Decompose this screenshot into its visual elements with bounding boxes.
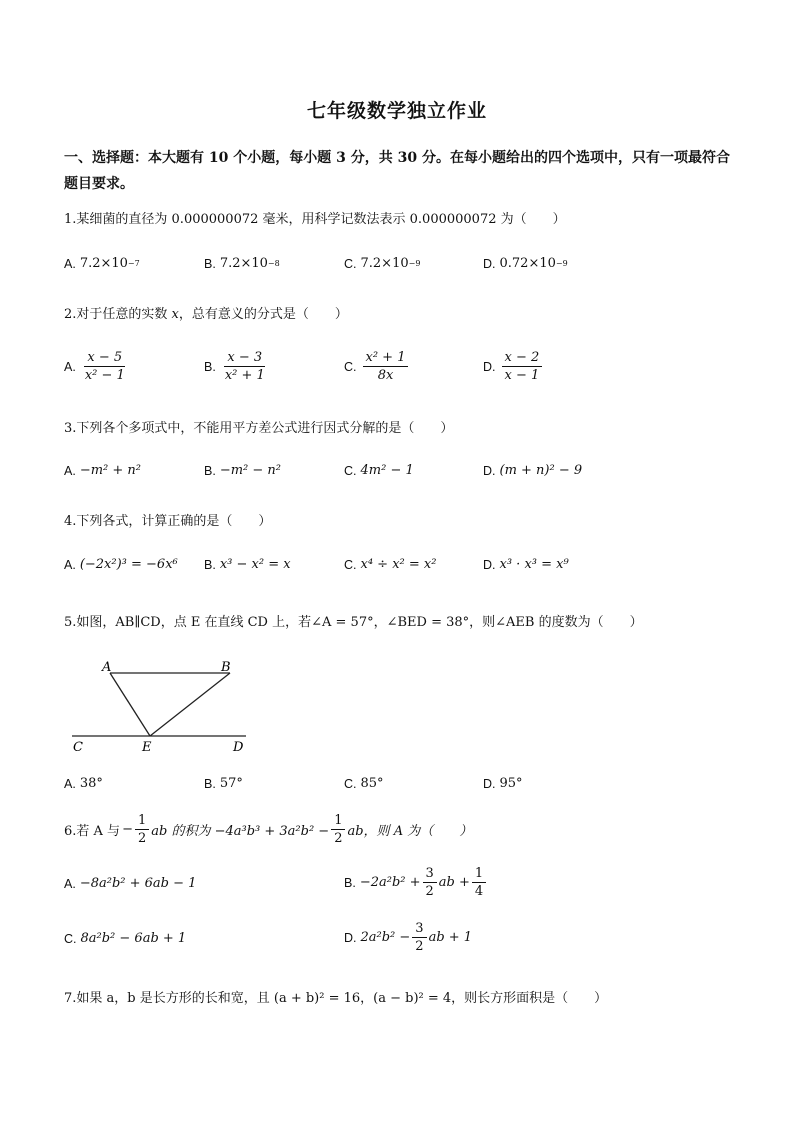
q6-option-c[interactable] xyxy=(64,931,186,946)
point-label-c: C xyxy=(73,740,83,755)
option-expression: x⁴ ÷ x² = x² xyxy=(360,557,437,572)
fraction xyxy=(363,350,409,383)
q2-text-before: 2.对于任意的实数 xyxy=(64,307,168,322)
fraction-numerator: 1 xyxy=(331,813,345,830)
option-expression: x³ · x³ = x⁹ xyxy=(499,557,569,572)
fraction-denominator: 4 xyxy=(474,884,484,899)
q3-option-c[interactable] xyxy=(344,463,414,478)
option-label: A. xyxy=(64,463,76,478)
page-title: 七年级数学独立作业 xyxy=(306,100,487,122)
fraction xyxy=(412,921,426,954)
fraction-numerator: 3 xyxy=(412,921,426,938)
question-4-text: 4.下列各式，计算正确的是（ ） xyxy=(64,514,272,529)
q4-option-b[interactable] xyxy=(204,557,291,572)
option-expression-pre: 2a²b² − xyxy=(360,930,411,945)
option-label: B. xyxy=(344,875,356,890)
q6-neg: − xyxy=(122,822,133,837)
point-label-b: B xyxy=(221,660,231,675)
q1-option-d[interactable]: D. 0.72×10 −9 xyxy=(483,256,568,271)
fraction xyxy=(423,866,437,899)
option-label: D. xyxy=(483,463,496,478)
q2-variable: x xyxy=(171,307,179,322)
fraction-denominator: x² + 1 xyxy=(224,368,265,383)
option-expression-mid: ab + xyxy=(438,875,470,890)
option-expression: 8a²b² − 6ab + 1 xyxy=(80,931,187,946)
point-label-a: A xyxy=(102,660,112,675)
fraction-numerator: x² + 1 xyxy=(363,350,409,367)
q5-option-a[interactable] xyxy=(64,776,103,791)
fraction-denominator: x − 1 xyxy=(504,368,540,383)
option-base: 0.72×10 xyxy=(499,256,556,271)
q2-option-d[interactable] xyxy=(483,350,544,383)
fraction xyxy=(82,350,128,383)
q5-option-d[interactable] xyxy=(483,776,523,791)
question-2-text xyxy=(64,303,348,322)
q6-post: ab，则 A 为（ ） xyxy=(347,824,473,839)
fraction-denominator: 2 xyxy=(334,831,343,846)
q1-option-b[interactable]: B. 7.2×10 −8 xyxy=(204,256,280,271)
fraction xyxy=(502,350,543,383)
option-label: A. xyxy=(64,557,76,572)
q2-text-after: ，总有意义的分式是（ ） xyxy=(178,307,348,322)
option-label: C. xyxy=(64,931,77,946)
fraction xyxy=(472,866,486,899)
fraction-numerator: 1 xyxy=(472,866,486,883)
option-expression: 57° xyxy=(219,776,243,791)
option-label: D. xyxy=(483,359,496,374)
fraction xyxy=(331,813,345,846)
q2-option-c[interactable] xyxy=(344,350,410,383)
q6-mid: ab 的积为 −4a³b³ + 3a²b² − xyxy=(151,824,330,839)
fraction-numerator: 1 xyxy=(135,813,149,830)
question-6-text xyxy=(64,813,472,846)
option-expression: x³ − x² = x xyxy=(219,557,291,572)
q5-geometry-figure xyxy=(64,655,254,755)
option-expression: 4m² − 1 xyxy=(360,463,414,478)
option-label: A. xyxy=(64,776,76,791)
option-expression: 85° xyxy=(360,776,384,791)
q4-option-d[interactable] xyxy=(483,557,569,572)
option-base: 7.2×10 xyxy=(79,256,128,271)
option-label: C. xyxy=(344,463,357,478)
fraction-numerator: x − 2 xyxy=(502,350,543,367)
question-3-text: 3.下列各个多项式中，不能用平方差公式进行因式分解的是（ ） xyxy=(64,421,454,436)
question-7-text: 7.如果 a，b 是长方形的长和宽，且 (a + b)² = 16，(a − b)² = 4，则长方形面积是（ ） xyxy=(64,991,608,1006)
q5-option-b[interactable] xyxy=(204,776,243,791)
option-label: D. xyxy=(344,930,357,945)
q6-pre: 6.若 A 与 xyxy=(64,824,121,839)
question-5-text: 5.如图，AB∥CD，点 E 在直线 CD 上，若∠A = 57°，∠BED = 38°，则∠AEB 的度数为（ ） xyxy=(64,615,643,630)
q3-option-d[interactable] xyxy=(483,463,582,478)
q5-option-c[interactable] xyxy=(344,776,384,791)
point-label-e: E xyxy=(142,740,152,755)
q6-option-a[interactable] xyxy=(64,876,196,891)
option-label: C. xyxy=(344,776,357,791)
fraction-numerator: 3 xyxy=(423,866,437,883)
option-label: D. xyxy=(483,557,496,572)
option-base: 7.2×10 xyxy=(219,256,268,271)
fraction xyxy=(222,350,268,383)
q1-option-a[interactable]: A. 7.2×10 −7 xyxy=(64,256,140,271)
segment-ae xyxy=(110,673,150,736)
q2-option-b[interactable] xyxy=(204,350,270,383)
q2-option-a[interactable] xyxy=(64,350,130,383)
q6-option-b[interactable] xyxy=(344,866,488,899)
fraction-numerator: x − 5 xyxy=(84,350,125,367)
option-expression: −8a²b² + 6ab − 1 xyxy=(79,876,197,891)
section-heading: 一、选择题：本大题有 10 个小题，每小题 3 分，共 30 分。在每小题给出的四个选项中，只有一项最符合题目要求。 xyxy=(64,150,730,192)
fraction-numerator: x − 3 xyxy=(224,350,265,367)
q1-option-c[interactable]: C. 7.2×10 −9 xyxy=(344,256,421,271)
option-expression: −m² − n² xyxy=(219,463,281,478)
fraction-denominator: 2 xyxy=(415,939,424,954)
option-expression: (−2x²)³ = −6x⁶ xyxy=(79,557,178,572)
option-label: B. xyxy=(204,359,216,374)
option-label: D. xyxy=(483,256,496,271)
fraction-denominator: 2 xyxy=(137,831,147,846)
option-label: B. xyxy=(204,463,216,478)
option-label: D. xyxy=(483,776,496,791)
option-expression-pre: −2a²b² + xyxy=(359,875,421,890)
option-base: 7.2×10 xyxy=(360,256,409,271)
option-expression: 38° xyxy=(79,776,103,791)
q3-option-b[interactable] xyxy=(204,463,281,478)
point-label-d: D xyxy=(233,740,244,755)
option-label: C. xyxy=(344,256,357,271)
option-label: A. xyxy=(64,876,76,891)
option-label: A. xyxy=(64,359,76,374)
option-label: B. xyxy=(204,557,216,572)
option-label: C. xyxy=(344,359,357,374)
fraction-denominator: 2 xyxy=(425,884,434,899)
fraction-denominator: 8x xyxy=(377,368,394,383)
option-expression-post: ab + 1 xyxy=(428,930,473,945)
option-label: C. xyxy=(344,557,357,572)
option-label: B. xyxy=(204,776,216,791)
option-label: A. xyxy=(64,256,76,271)
option-expression: (m + n)² − 9 xyxy=(499,463,583,478)
q3-option-a[interactable] xyxy=(64,463,141,478)
segment-be xyxy=(150,673,230,736)
fraction-denominator: x² − 1 xyxy=(84,368,125,383)
q4-option-a[interactable] xyxy=(64,557,178,572)
option-expression: −m² + n² xyxy=(79,463,141,478)
q4-option-c[interactable] xyxy=(344,557,436,572)
question-1-text: 1.某细菌的直径为 0.000000072 毫米，用科学记数法表示 0.000000072 为（ ） xyxy=(64,212,566,227)
q6-option-d[interactable] xyxy=(344,921,472,954)
fraction xyxy=(135,813,149,846)
option-label: B. xyxy=(204,256,216,271)
option-expression: 95° xyxy=(499,776,523,791)
